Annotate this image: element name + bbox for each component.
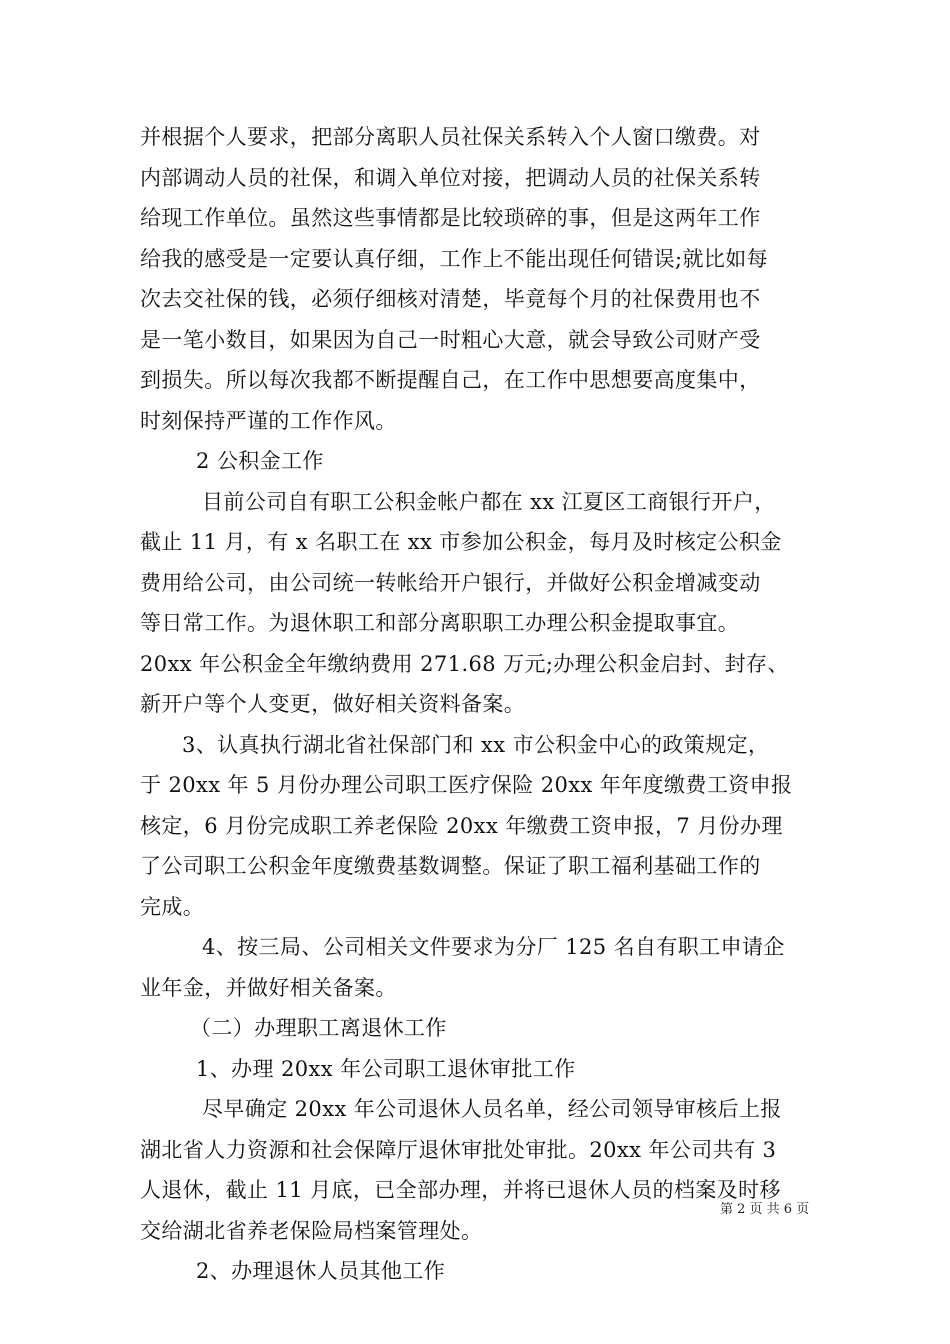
text-line: 并根据个人要求，把部分离职人员社保关系转入个人窗口缴费。对 [140, 125, 761, 149]
text-line: 等日常工作。为退休职工和部分离职职工办理公积金提取事宜。 [140, 611, 740, 635]
text-line: 到损失。所以每次我都不断提醒自己，在工作中思想要高度集中， [140, 368, 761, 392]
page-number: 第 2 页 共 6 页 [720, 1202, 810, 1217]
text-line: 给我的感受是一定要认真仔细，工作上不能出现任何错误;就比如每 [140, 246, 769, 271]
text-line: 3、认真执行湖北省社保部门和 xx 市公积金中心的政策规定， [182, 732, 770, 757]
text-line: 人退休，截止 11 月底，已全部办理，并将已退休人员的档案及时移 [140, 1178, 781, 1202]
text-line: 4、按三局、公司相关文件要求为分厂 125 名自有职工申请企 [202, 935, 785, 959]
text-line: 目前公司自有职工公积金帐户都在 xx 江夏区工商银行开户， [202, 489, 776, 514]
text-line: 核定，6 月份完成职工养老保险 20xx 年缴费工资申报，7 月份办理 [140, 813, 783, 838]
text-line: 次去交社保的钱，必须仔细核对清楚，毕竟每个月的社保费用也不 [140, 287, 761, 311]
section-heading: （二）办理职工离退休工作 [190, 1016, 447, 1040]
text-line: 费用给公司，由公司统一转帐给开户银行，并做好公积金增减变动 [140, 570, 761, 595]
section-heading: 2 公积金工作 [196, 449, 324, 473]
text-line: 业年金，并做好相关备案。 [140, 975, 397, 1000]
text-line: 于 20xx 年 5 月份办理公司职工医疗保险 20xx 年年度缴费工资申报 [140, 773, 793, 797]
text-line: 20xx 年公积金全年缴纳费用 271.68 万元;办理公积金启封、封存、 [140, 651, 789, 676]
text-line: 新开户等个人变更，做好相关资料备案。 [140, 692, 526, 716]
subsection-heading: 1、办理 20xx 年公司职工退休审批工作 [196, 1056, 576, 1081]
text-line: 尽早确定 20xx 年公司退休人员名单，经公司领导审核后上报 [202, 1097, 782, 1121]
document-body [140, 117, 810, 1292]
text-line: 完成。 [140, 894, 205, 919]
text-line: 湖北省人力资源和社会保障厅退休审批处审批。20xx 年公司共有 3 [140, 1137, 777, 1162]
text-line: 交给湖北省养老保险局档案管理处。 [140, 1218, 483, 1243]
text-line: 内部调动人员的社保，和调入单位对接，把调动人员的社保关系转 [140, 165, 761, 190]
text-line: 时刻保持严谨的工作作风。 [140, 408, 397, 433]
text-line: 是一笔小数目，如果因为自己一时粗心大意，就会导致公司财产受 [140, 327, 761, 352]
text-line: 了公司职工公积金年度缴费基数调整。保证了职工福利基础工作的 [140, 854, 761, 878]
subsection-heading: 2、办理退休人员其他工作 [196, 1259, 446, 1283]
text-line: 给现工作单位。虽然这些事情都是比较琐碎的事，但是这两年工作 [140, 206, 761, 230]
text-line: 截止 11 月，有 x 名职工在 xx 市参加公积金，每月及时核定公积金 [140, 530, 782, 554]
